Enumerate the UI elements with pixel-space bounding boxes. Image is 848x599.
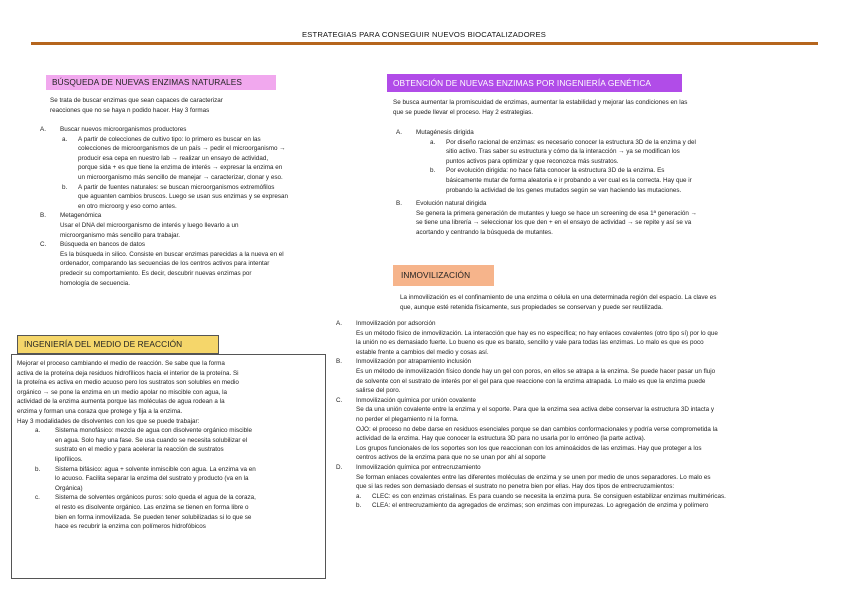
busqueda-c-title: Búsqueda en bancos de datos: [60, 241, 146, 249]
inmov-d-title: Inmovilización química por entrecruzamiento: [356, 463, 481, 471]
genetica-header: OBTENCIÓN DE NUEVAS ENZIMAS POR INGENIERÍA GENÉTICA: [387, 74, 682, 92]
busqueda-intro: Se trata de buscar enzimas que sean capaces de caracterizar reacciones que no se haya n podido hacer. Hay 3 formas: [50, 97, 223, 114]
medio-item-c: c. Sistema de solventes orgánicos puros: solo queda el agua de la coraza, el resto es disolvente orgánico. Las enzima se tienen en forma libre o bien en forma inmovilizada. Se pueden tener solubilizadas si lo que se hace es recubrir la enzima con polímeros hidrofóbicos: [35, 494, 256, 531]
inmov-a-title: Inmovilización por adsorción: [356, 320, 436, 327]
inmov-item-b: B. Inmovilización por atrapamiento inclusión Es un método de inmovilización físico donde hay un gel con poros, en ellos se atrapa a la enzima. Se puede hacer pasar un flujo de solvente con el sustrato de interés por el gel para que reaccione con la enzima atrapada. Lo malo es que la enzima puede salirse del poro.: [336, 357, 826, 395]
genetica-a-sub-a: a. Por diseño racional de enzimas: es necesario conocer la estructura 3D de la enzima y del sitio activo. Tras saber su estructura y cómo da la interacción → ya se modifican los puntos activos para optimizar y que reconozca más sustratos.: [430, 138, 696, 165]
inmov-d-sub-a: a. CLEC: es con enzimas cristalinas. Es para cuando se necesita la enzima pura. Se consiguen estabilizar enzimas multiméricas.: [356, 492, 726, 500]
inmov-c-title: Inmovilización química por unión covalente: [356, 396, 477, 404]
inmov-header: INMOVILIZACIÓN: [393, 265, 494, 286]
inmov-item-c: C. Inmovilización química por unión covalente Se da una unión covalente entre la enzima y el soporte. Para que la enzima sea activa debe conservar la estructura 3D intacta y no perder el plegamiento ni la forma. OJO: el proceso no debe darse en residuos esenciales porque se dan cambios conformacionales y podría verse comprometida la actividad de la enzima. Hay que conocer la estructura 3D para no usarla por lo erróneo (la parte activa). Los grupos funcionales de los soportes son los que reaccionan con los aminoácidos de las enzimas. Hay que proteger a los centros activos de la enzima para que no se unan por ahí al soporte: [336, 396, 826, 463]
genetica-a-sub-b: b. Por evolución dirigida: no hace falta conocer la estructura 3D de la enzima. Es básicamente mutar de forma aleatoria e ir probando a ver cual es la correcta. Hay que ir probando la actividad de los genes mutados según se van haciendo las mutaciones.: [430, 167, 692, 194]
busqueda-item-b: B. Metagenómica Usar el DNA del microorganismo de interés y luego llevarlo a un microorganismo más sencillo para trabajar.: [40, 211, 360, 240]
genetica-item-a: A. Mutagénesis dirigida a. Por diseño racional de enzimas: es necesario conocer la estructura 3D de la enzima y del sitio activo. Tras saber su estructura y cómo da la interacción → ya se modifican los puntos activos para optimizar y que reconozca más sustratos. b. Por evolución dirigida: no hace falta conocer la estructura 3D de la enzima. Es básicamente mutar de forma aleatoria e ir probando a ver cual es la correcta. Hay que ir probando la actividad de los genes mutados según se van haciendo las mutaciones.: [396, 128, 816, 195]
title-rule: [31, 42, 818, 45]
document-title: ESTRATEGIAS PARA CONSEGUIR NUEVOS BIOCATALIZADORES: [301, 30, 547, 39]
busqueda-a-sub-a: a. A partir de colecciones de cultivo tipo: lo primero es buscar en las colecciones de microorganismos de un país → pedir el microorganismo → producir esa cepa en nuestro lab → realizar un ensayo de actividad, porque sida + es que tiene la enzima de interés → expresar la enzima en un microorganismo más sencillo de manejar → caracterizar, clonar y eso.: [62, 135, 286, 181]
busqueda-b-title: Metagenómica: [60, 212, 102, 220]
busqueda-list: [40, 125, 360, 288]
inmov-b-title: Inmovilización por atrapamiento inclusión: [356, 358, 472, 366]
medio-header: INGENIERÍA DEL MEDIO DE REACCIÓN: [17, 335, 219, 354]
inmov-intro: La inmovilización es el confinamiento de una enzima o célula en una determinada región del espacio. La clave es que, aunque esté retenida físicamente, sus propiedades se conservan y puede ser reutilizada.: [400, 294, 717, 311]
busqueda-a-title: Buscar nuevos microorganismos productores: [60, 126, 187, 133]
inmov-d-sub-b: b. CLEA: el entrecruzamiento da agregados de enzimas; son enzimas con impurezas. Lo agregación de enzima y polímero: [356, 502, 709, 510]
inmov-item-a: A. Inmovilización por adsorción Es un método físico de inmovilización. La interacción que hay es no específica; no hay enlaces covalentes (otro tipo sí) por lo que la unión no es demasiado fuerte. Lo bueno es que es barato, sencillo y vale para todas las enzimas. Lo malo es que es poco estable frente a cambios del medio y cosas así.: [336, 319, 826, 357]
busqueda-item-a: A. Buscar nuevos microorganismos productores a. A partir de colecciones de cultivo tipo: lo primero es buscar en las colecciones de microorganismos de un país → pedir el microorganismo → producir esa cepa en nuestro lab → realizar un ensayo de actividad, porque sida + es que tiene la enzima de interés → expresar la enzima en un microorganismo más sencillo de manejar → caracterizar, clonar y eso. b. A partir de fuentes naturales: se buscan microorganismos extremófilos que aguanten cambios bruscos. Luego se usan sus enzimas y se expresan en otro microorg y eso como antes.: [40, 125, 360, 211]
busqueda-a-sub-b: b. A partir de fuentes naturales: se buscan microorganismos extremófilos que aguanten cambios bruscos. Luego se usan sus enzimas y se expresan en otro microorg y eso como antes.: [62, 183, 289, 210]
genetica-intro: Se busca aumentar la promiscuidad de enzimas, aumentar la estabilidad y mejorar las condiciones en las que se puede llevar el proceso. Hay 2 estrategias.: [393, 99, 688, 116]
busqueda-header: BÚSQUEDA DE NUEVAS ENZIMAS NATURALES: [46, 75, 276, 90]
genetica-list: [396, 128, 816, 238]
medio-item-a: a. Sistema monofásico: mezcla de agua con disolvente orgánico miscible en agua. Solo hay una fase. Se usa cuando se necesita solubilizar el sustrato en el medio y para acelerar la reacción de sustratos lipofílicos.: [35, 427, 253, 463]
inmov-item-d: D. Inmovilización química por entrecruzamiento Se forman enlaces covalentes entre las diferentes moléculas de enzima y se unen por medio de unos separadores. Lo malo es que si las redes son demasiado densas el sustrato no penetra bien por ellas. Hay dos tipos de entrecruzamientos: a. CLEC: es con enzimas cristalinas. Es para cuando se necesita la enzima pura. Se consiguen estabilizar enzimas multiméricas. b. CLEA: el entrecruzamiento da agregados de enzimas; son enzimas con impurezas. Lo agregación de enzima y polímero: [336, 463, 826, 511]
inmov-list: [336, 319, 826, 511]
genetica-item-b: B. Evolución natural dirigida Se genera la primera generación de mutantes y luego se hace un screening de esa 1ª generación → se tiene una librería → seleccionar los que den + en el ensayo de actividad → se repite y así se va acortando y centrando la búsqueda de mutantes.: [396, 199, 816, 237]
medio-item-b: b. Sistema bifásico: agua + solvente inmiscible con agua. La enzima va en lo acuoso. Facilita separar la enzima del sustrato y producto (va en la Orgánica): [35, 465, 256, 492]
genetica-b-title: Evolución natural dirigida: [416, 200, 487, 208]
medio-box: Mejorar el proceso cambiando el medio de reacción. Se sabe que la forma activa de la proteína deja residuos hidrofílicos hacia el interior de la proteína. Si la proteína es activa en medio acuoso pero los sustratos son solubles en medio orgánico → se pone la enzima en un medio apolar no miscible con agua, la actividad de la enzima aumenta porque las moléculas de agua rodean a la enzima y forman una coraza que protege y fija a la enzima. Hay 3 modalidades de disolventes con los que se puede trabajar: a. Sistema monofásico: mezcla de agua con disolvente orgánico miscible en agua. Solo hay una fase. Se usa cuando se necesita solubilizar el sustrato en el medio y para acelerar la reacción de sustratos lipofílicos. b. Sistema bifásico: agua + solvente inmiscible con agua. La enzima va en lo acuoso. Facilita separar la enzima del sustrato y producto (va en la Orgánica) c. Sistema de solventes orgánicos puros: solo queda el agua de la coraza, el resto es disolvente orgánico. Las enzima se tienen en forma libre o bien en forma inmovilizada. Se pueden tener solubilizadas si lo que se hace es recubrir la enzima con polímeros hidrofóbicos: [11, 354, 326, 579]
busqueda-item-c: C. Búsqueda en bancos de datos Es la búsqueda in silico. Consiste en buscar enzimas parecidas a la nueva en el ordenador, comparando las secuencias de los centros activos para intentar predecir su comportamiento. Es decir, descubrir nuevas enzimas por homología de secuencia.: [40, 240, 360, 288]
genetica-a-title: Mutagénesis dirigida: [416, 129, 474, 136]
